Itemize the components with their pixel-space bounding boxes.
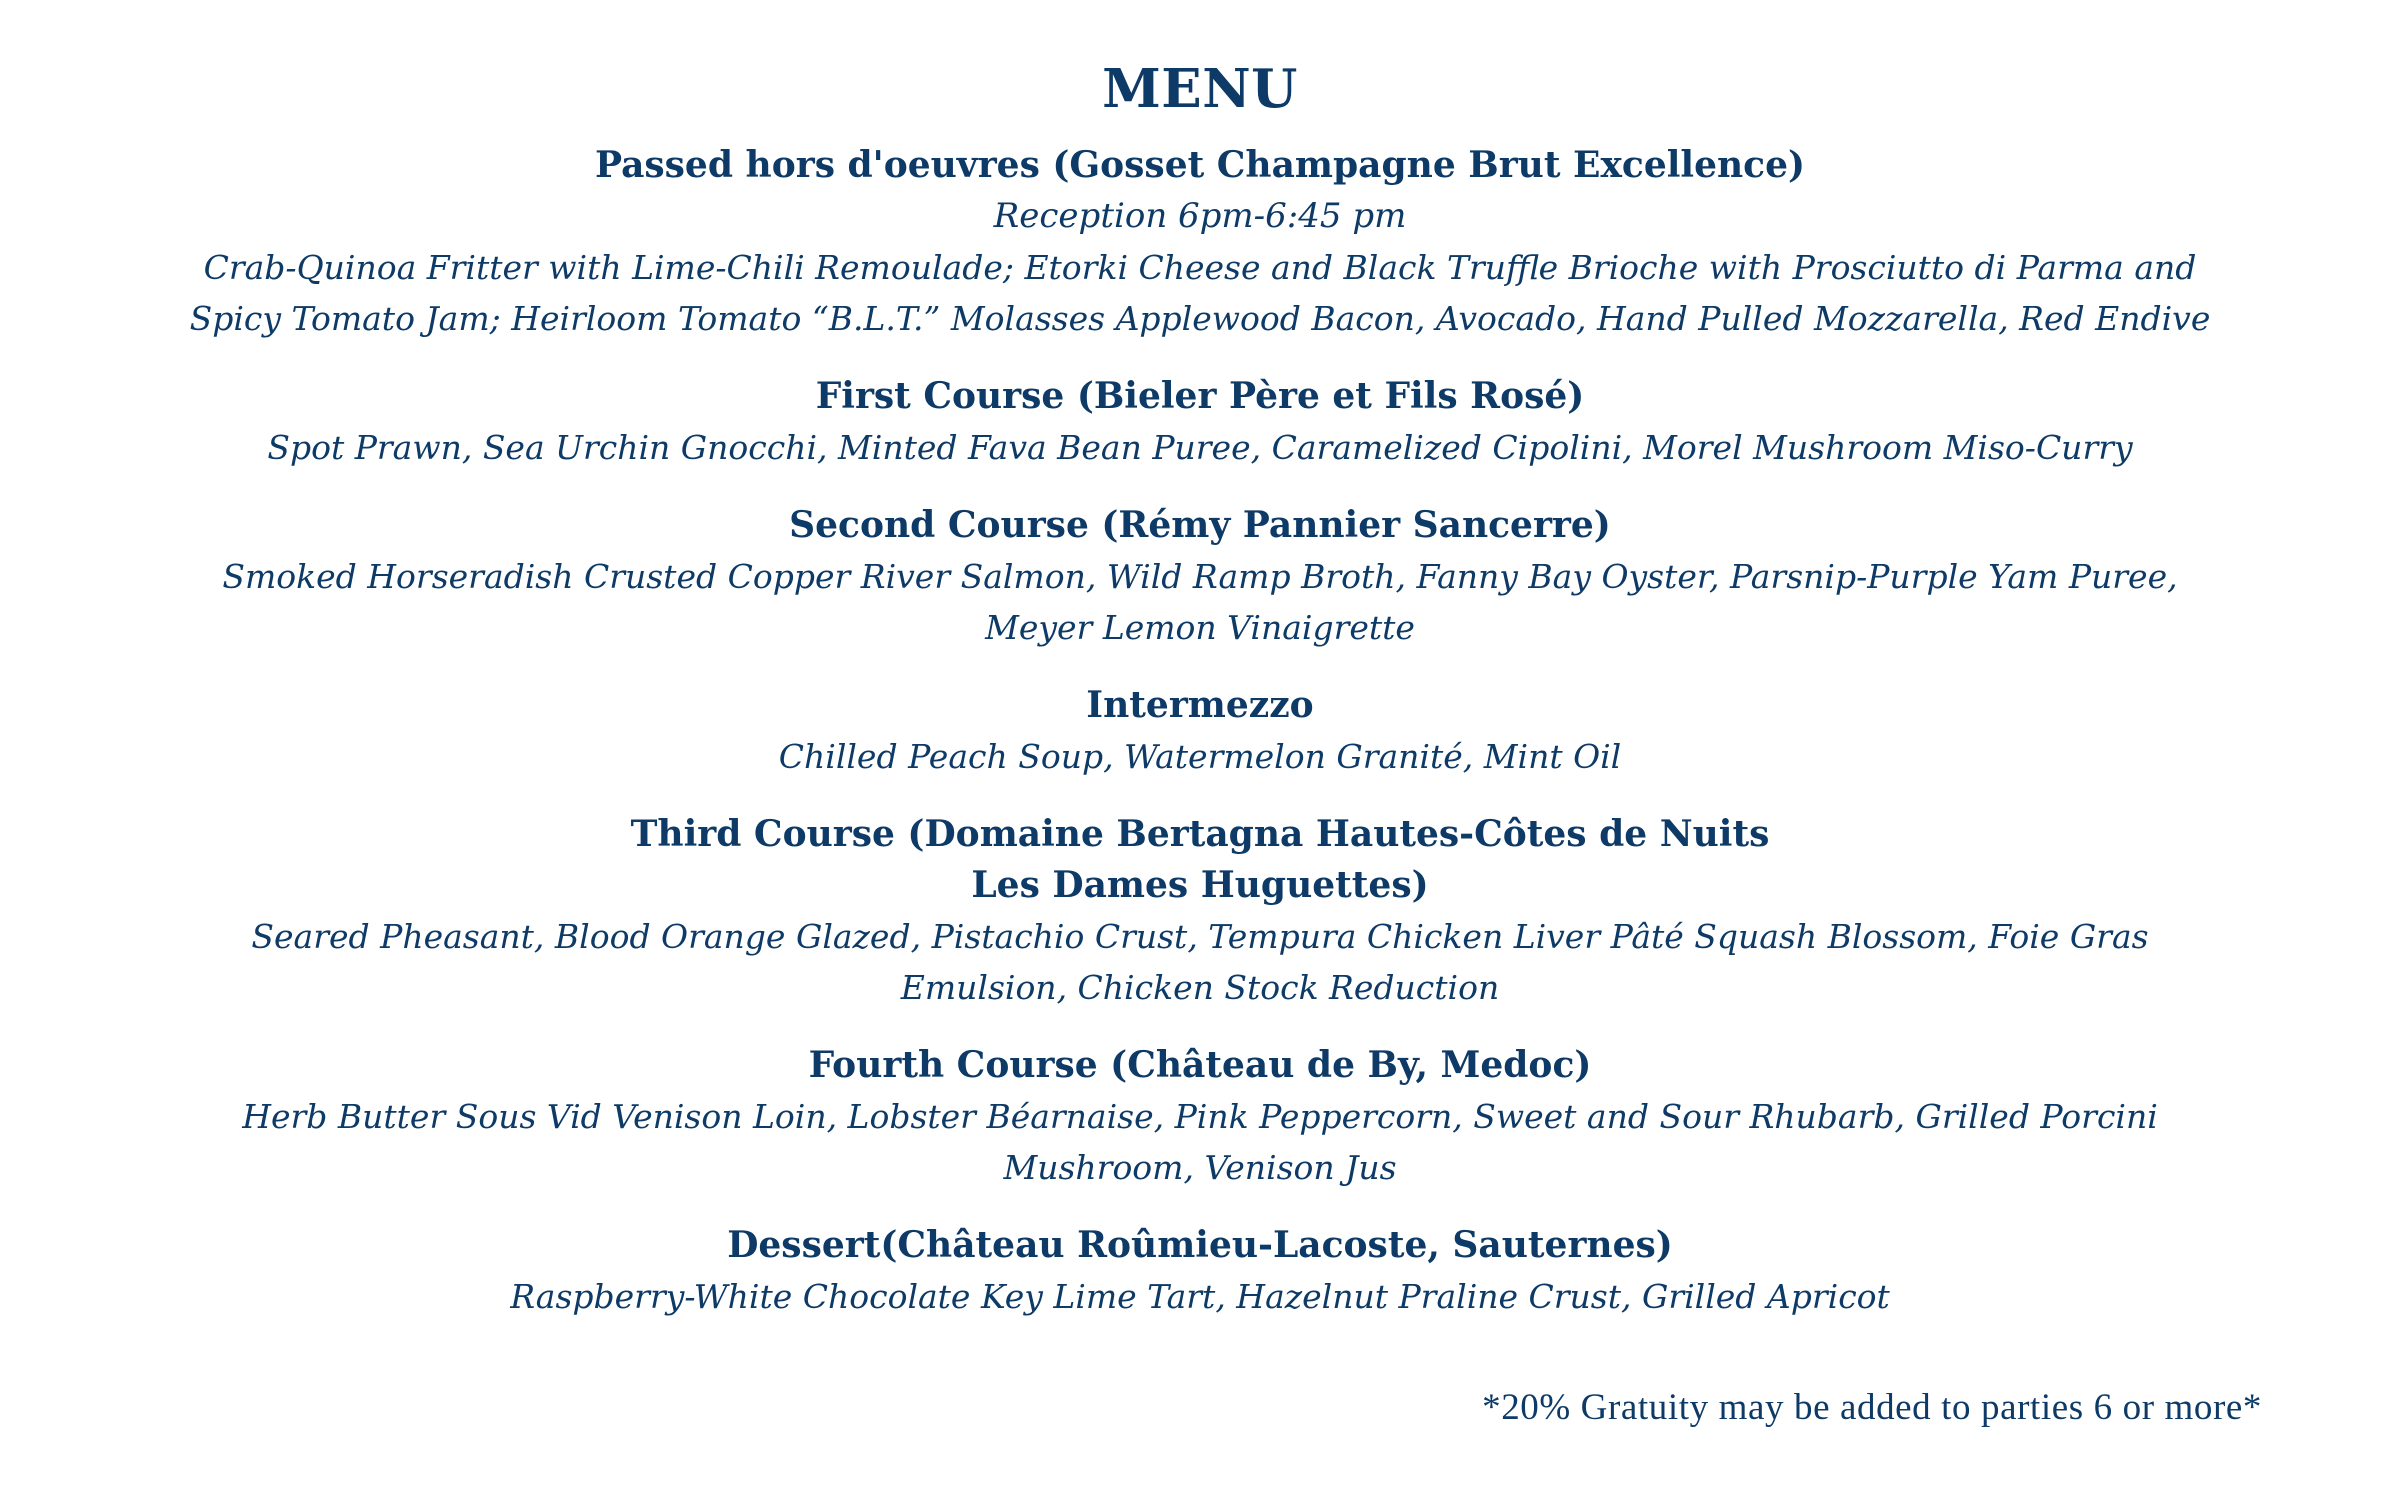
course-description: Seared Pheasant, Blood Orange Glazed, Pistachio Crust, Tempura Chicken Liver Pâté Squash Blossom, Foie Gras Emulsion, Chicken Stock Reduction bbox=[251, 917, 2149, 1007]
course-heading: Passed hors d'oeuvres (Gosset Champagne Brut Excellence) bbox=[594, 144, 1806, 186]
reception-time: Reception 6pm-6:45 pm bbox=[993, 196, 1407, 236]
course-dessert bbox=[180, 1220, 2220, 1322]
course-description: Herb Butter Sous Vid Venison Loin, Lobster Béarnaise, Pink Peppercorn, Sweet and Sour Rhubarb, Grilled Porcini Mushroom, Venison Jus bbox=[242, 1097, 2158, 1187]
course-heading: Intermezzo bbox=[1086, 684, 1314, 726]
course-third bbox=[180, 809, 2220, 1013]
course-heading: First Course (Bieler Père et Fils Rosé) bbox=[815, 375, 1585, 417]
course-intermezzo bbox=[180, 680, 2220, 782]
menu-title: MENU bbox=[1102, 58, 1298, 120]
course-description: Smoked Horseradish Crusted Copper River Salmon, Wild Ramp Broth, Fanny Bay Oyster, Parsnip-Purple Yam Puree, Meyer Lemon Vinaigrette bbox=[222, 557, 2178, 647]
course-description: Crab-Quinoa Fritter with Lime-Chili Remoulade; Etorki Cheese and Black Truffle Brioche with Prosciutto di Parma and Spicy Tomato Jam; Heirloom Tomato “B.L.T.” Molasses Applewood Bacon, Avocado, Hand Pulled Mozzarella, Red Endive bbox=[189, 248, 2211, 338]
course-description: Chilled Peach Soup, Watermelon Granité, Mint Oil bbox=[778, 737, 1622, 776]
course-heading: Second Course (Rémy Pannier Sancerre) bbox=[789, 504, 1611, 546]
course-description: Spot Prawn, Sea Urchin Gnocchi, Minted Fava Bean Puree, Caramelized Cipolini, Morel Mushroom Miso-Curry bbox=[267, 428, 2133, 467]
course-description: Raspberry-White Chocolate Key Lime Tart, Hazelnut Praline Crust, Grilled Apricot bbox=[510, 1277, 1890, 1316]
course-passed-hors-doeuvres bbox=[180, 140, 2220, 344]
course-heading-line-1: Third Course (Domaine Bertagna Hautes-Côtes de Nuits bbox=[630, 813, 1770, 855]
course-heading-line-2: Les Dames Huguettes) bbox=[971, 864, 1429, 906]
course-fourth bbox=[180, 1040, 2220, 1193]
course-heading: Fourth Course (Château de By, Medoc) bbox=[808, 1044, 1592, 1086]
gratuity-note: *20% Gratuity may be added to parties 6 or more* bbox=[1482, 1387, 2262, 1428]
menu bbox=[180, 48, 2220, 1349]
course-second bbox=[180, 500, 2220, 653]
course-heading: Dessert(Château Roûmieu-Lacoste, Sauternes) bbox=[727, 1224, 1673, 1266]
course-first bbox=[180, 371, 2220, 473]
